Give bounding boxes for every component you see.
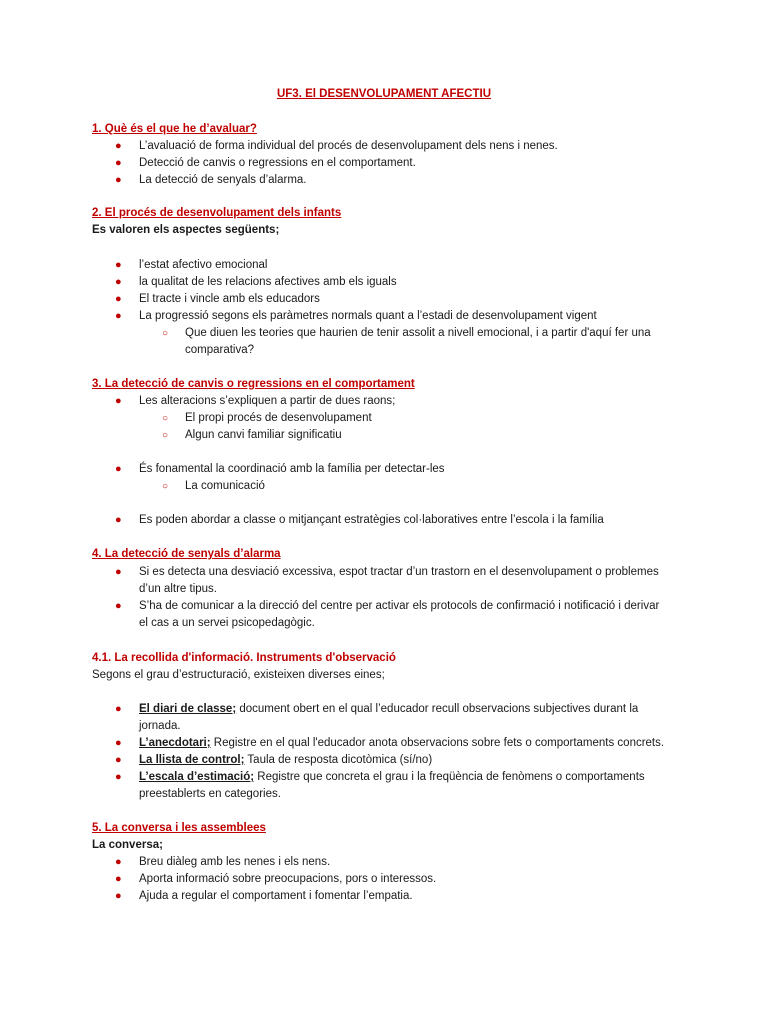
sub-bullet-icon: ○ xyxy=(162,413,169,424)
list-item: Detecció de canvis o regressions en el comportament. xyxy=(139,157,416,169)
list-item: Es poden abordar a classe o mitjançant estratègies col·laboratives entre l’escola i la família xyxy=(139,514,604,526)
bullet-icon: ● xyxy=(115,140,122,152)
sub-bullet-icon: ○ xyxy=(162,481,169,492)
bullet-icon: ● xyxy=(115,754,122,766)
bullet-icon: ● xyxy=(115,310,122,322)
list-item: Breu diàleg amb les nenes i els nens. xyxy=(139,856,331,868)
list-item: Aporta informació sobre preocupacions, pors o interessos. xyxy=(139,873,437,885)
list-item xyxy=(139,701,638,718)
list-item: la qualitat de les relacions afectives amb els iguals xyxy=(139,276,397,288)
list-item-continuation: el cas a un servei psicopedagògic. xyxy=(139,617,315,629)
term-text: Taula de resposta dicotòmica (sí/no) xyxy=(244,754,433,766)
term-text: Registre en el qual l'educador anota observacions sobre fets o comportaments concrets. xyxy=(210,737,665,749)
list-item-continuation: jornada. xyxy=(139,720,181,732)
section-4-1-intro: Segons el grau d’estructuració, existeixen diverses eines; xyxy=(92,669,385,681)
term-label: L’escala d’estimació; xyxy=(139,771,255,783)
bullet-icon: ● xyxy=(115,771,122,783)
list-item: l’estat afectivo emocional xyxy=(139,259,268,271)
section-5-intro: La conversa; xyxy=(92,839,163,851)
list-item: La progressió segons els paràmetres normals quant a l’estadi de desenvolupament vigent xyxy=(139,310,597,322)
bullet-icon: ● xyxy=(115,174,122,186)
sub-list-item: Que diuen les teories que haurien de tenir assolit a nivell emocional, i a partir d'aquí fer una xyxy=(185,327,651,339)
list-item: Les alteracions s’expliquen a partir de dues raons; xyxy=(139,395,396,407)
list-item xyxy=(139,752,432,769)
list-item xyxy=(139,769,645,786)
term-text: document obert en el qual l’educador recull observacions subjectives durant la xyxy=(236,703,639,715)
bullet-icon: ● xyxy=(115,890,122,902)
list-item: Ajuda a regular el comportament i fomentar l’empatia. xyxy=(139,890,413,902)
bullet-icon: ● xyxy=(115,566,122,578)
bullet-icon: ● xyxy=(115,873,122,885)
list-item: L’avaluació de forma individual del procés de desenvolupament dels nens i nenes. xyxy=(139,140,558,152)
bullet-icon: ● xyxy=(115,293,122,305)
sub-bullet-icon: ○ xyxy=(162,328,169,339)
list-item: S’ha de comunicar a la direcció del centre per activar els protocols de confirmació i notificació i derivar xyxy=(139,600,660,612)
bullet-icon: ● xyxy=(115,703,122,715)
term-label: La llista de control; xyxy=(139,754,245,766)
bullet-icon: ● xyxy=(115,157,122,169)
section-2-heading: 2. El procés de desenvolupament dels infants xyxy=(92,207,342,219)
list-item: El tracte i vincle amb els educadors xyxy=(139,293,320,305)
bullet-icon: ● xyxy=(115,856,122,868)
section-1-heading: 1. Què és el que he d’avaluar? xyxy=(92,123,257,135)
bullet-icon: ● xyxy=(115,600,122,612)
list-item-continuation: preestablerts en categories. xyxy=(139,788,281,800)
section-5-heading: 5. La conversa i les assemblees xyxy=(92,822,266,834)
bullet-icon: ● xyxy=(115,463,122,475)
bullet-icon: ● xyxy=(115,514,122,526)
term-label: El diari de classe; xyxy=(139,703,237,715)
term-text: Registre que concreta el grau i la freqüència de fenòmens o comportaments xyxy=(254,771,645,783)
bullet-icon: ● xyxy=(115,276,122,288)
document-title: UF3. El DESENVOLUPAMENT AFECTIU xyxy=(276,88,492,100)
list-item: Si es detecta una desviació excessiva, espot tractar d’un trastorn en el desenvolupament o problemes xyxy=(139,566,659,578)
section-3-heading: 3. La detecció de canvis o regressions en el comportament xyxy=(92,378,415,390)
bullet-icon: ● xyxy=(115,737,122,749)
sub-bullet-icon: ○ xyxy=(162,430,169,441)
sub-list-item: La comunicació xyxy=(185,480,265,492)
sub-list-item-continuation: comparativa? xyxy=(185,344,255,356)
bullet-icon: ● xyxy=(115,259,122,271)
list-item: És fonamental la coordinació amb la família per detectar-les xyxy=(139,463,445,475)
list-item xyxy=(139,735,664,752)
section-2-intro: Es valoren els aspectes següents; xyxy=(92,224,280,236)
section-4-1-heading: 4.1. La recollida d'informació. Instruments d'observació xyxy=(92,652,396,664)
sub-list-item: Algun canvi familiar significatiu xyxy=(185,429,342,441)
bullet-icon: ● xyxy=(115,395,122,407)
term-label: L’anecdotari; xyxy=(139,737,211,749)
list-item-continuation: d’un altre tipus. xyxy=(139,583,217,595)
sub-list-item: El propi procés de desenvolupament xyxy=(185,412,372,424)
list-item: La detecció de senyals d’alarma. xyxy=(139,174,307,186)
section-4-heading: 4. La detecció de senyals d’alarma xyxy=(92,548,281,560)
